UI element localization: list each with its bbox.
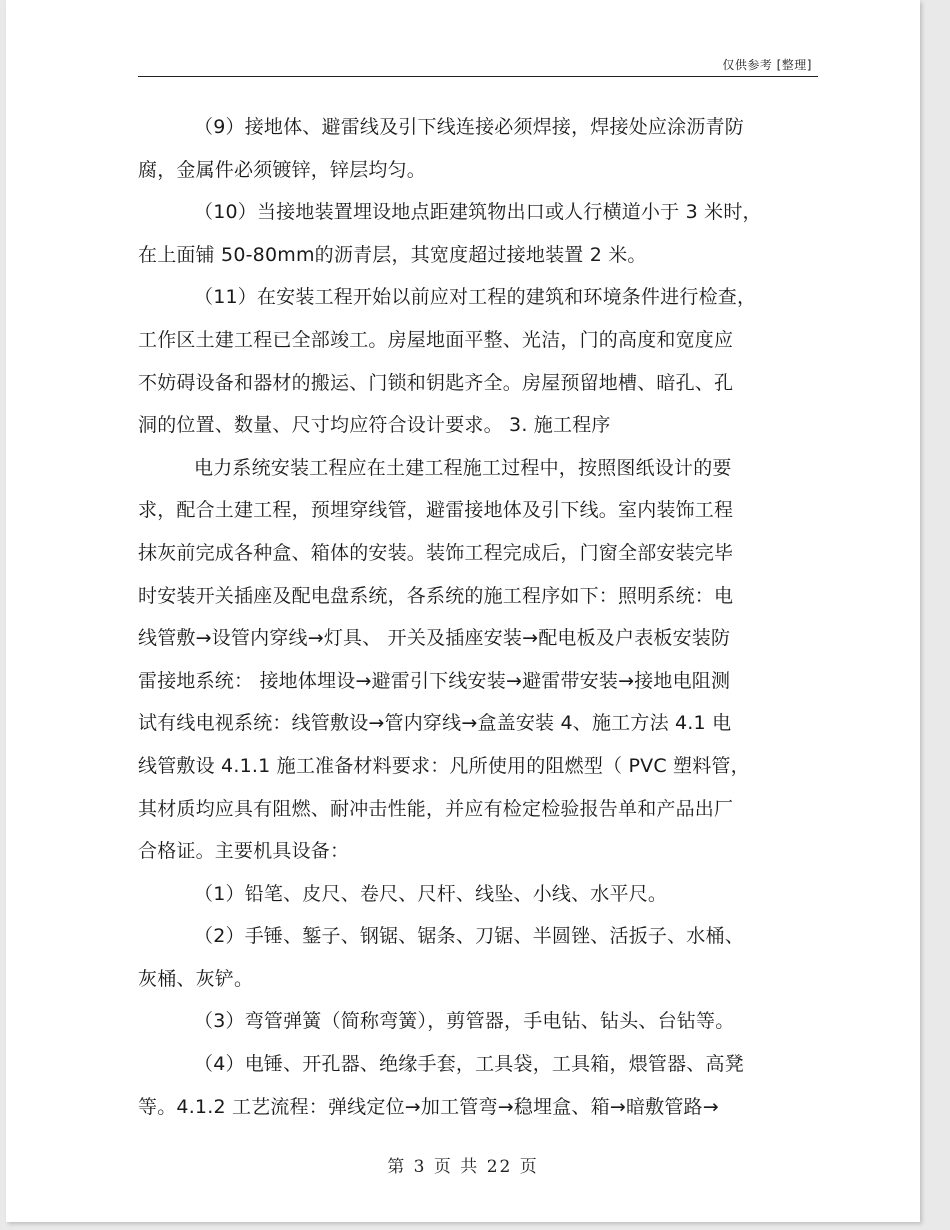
text-line: 灰桶、灰铲。	[138, 967, 254, 990]
text-line: 时安装开关插座及配电盘系统，各系统的施工程序如下：照明系统：电	[138, 584, 734, 607]
text-line: 腐，金属件必须镀锌，锌层均匀。	[138, 158, 427, 181]
page-number: 第 3 页 共 22 页	[387, 1157, 539, 1177]
document-body	[138, 106, 828, 1128]
text-line: （9）接地体、避雷线及引下线连接必须焊接，焊接处应涂沥青防	[194, 116, 744, 138]
text-line: （11）在安装工程开始以前应对工程的建筑和环境条件进行检查，	[194, 286, 757, 309]
text-line: 不妨碍设备和器材的搬运、门锁和钥匙齐全。房屋预留地槽、暗孔、孔	[138, 371, 734, 394]
text-line: 在上面铺 50-80mm的沥青层，其宽度超过接地装置 2 米。	[138, 243, 647, 266]
text-line: 抹灰前完成各种盒、箱体的安装。装饰工程完成后，门窗全部安装完毕	[138, 541, 734, 564]
text-line: （4）电锤、开孔器、绝缘手套，工具袋，工具箱，煨管器、高凳	[194, 1053, 744, 1076]
text-line: 其材质均应具有阻燃、耐冲击性能，并应有检定检验报告单和产品出厂	[138, 797, 734, 820]
text-line: （10）当接地装置埋设地点距建筑物出口或人行横道小于 3 米时，	[194, 201, 762, 224]
text-line: （3）弯管弹簧（简称弯簧），剪管器，手电钻、钻头、台钻等。	[194, 1010, 735, 1033]
text-line: 线管敷→设管内穿线→灯具、 开关及插座安装→配电板及户表板安装防	[138, 627, 731, 650]
text-line: 线管敷设 4.1.1 施工准备材料要求：凡所使用的阻燃型（ PVC 塑料管，	[138, 754, 750, 777]
text-line: 洞的位置、数量、尺寸均应符合设计要求。 3. 施工程序	[138, 414, 611, 437]
text-line: 等。4.1.2 工艺流程：弹线定位→加工管弯→稳埋盒、箱→暗敷管路→	[138, 1095, 719, 1118]
text-line: 雷接地系统： 接地体埋设→避雷引下线安装→避雷带安装→接地电阻测	[138, 669, 731, 692]
text-line: 电力系统安装工程应在土建工程施工过程中，按照图纸设计的要	[194, 456, 732, 479]
text-line: 试有线电视系统：线管敷设→管内穿线→盒盖安装 4、施工方法 4.1 电	[138, 712, 732, 735]
text-line: （1）铅笔、皮尺、卷尺、尺杆、线坠、小线、水平尺。	[194, 882, 668, 905]
text-line: 求，配合土建工程，预埋穿线管，避雷接地体及引下线。室内装饰工程	[138, 499, 734, 522]
header-rule	[138, 76, 818, 77]
document-page	[6, 0, 920, 1222]
text-line: （2）手锤、錾子、钢锯、锯条、刀锯、半圆锉、活扳子、水桶、	[194, 925, 744, 948]
text-line: 工作区土建工程已全部竣工。房屋地面平整、光洁，门的高度和宽度应	[138, 328, 734, 351]
text-line: 合格证。主要机具设备：	[138, 840, 350, 863]
header-note: 仅供参考 [整理]	[722, 58, 812, 72]
